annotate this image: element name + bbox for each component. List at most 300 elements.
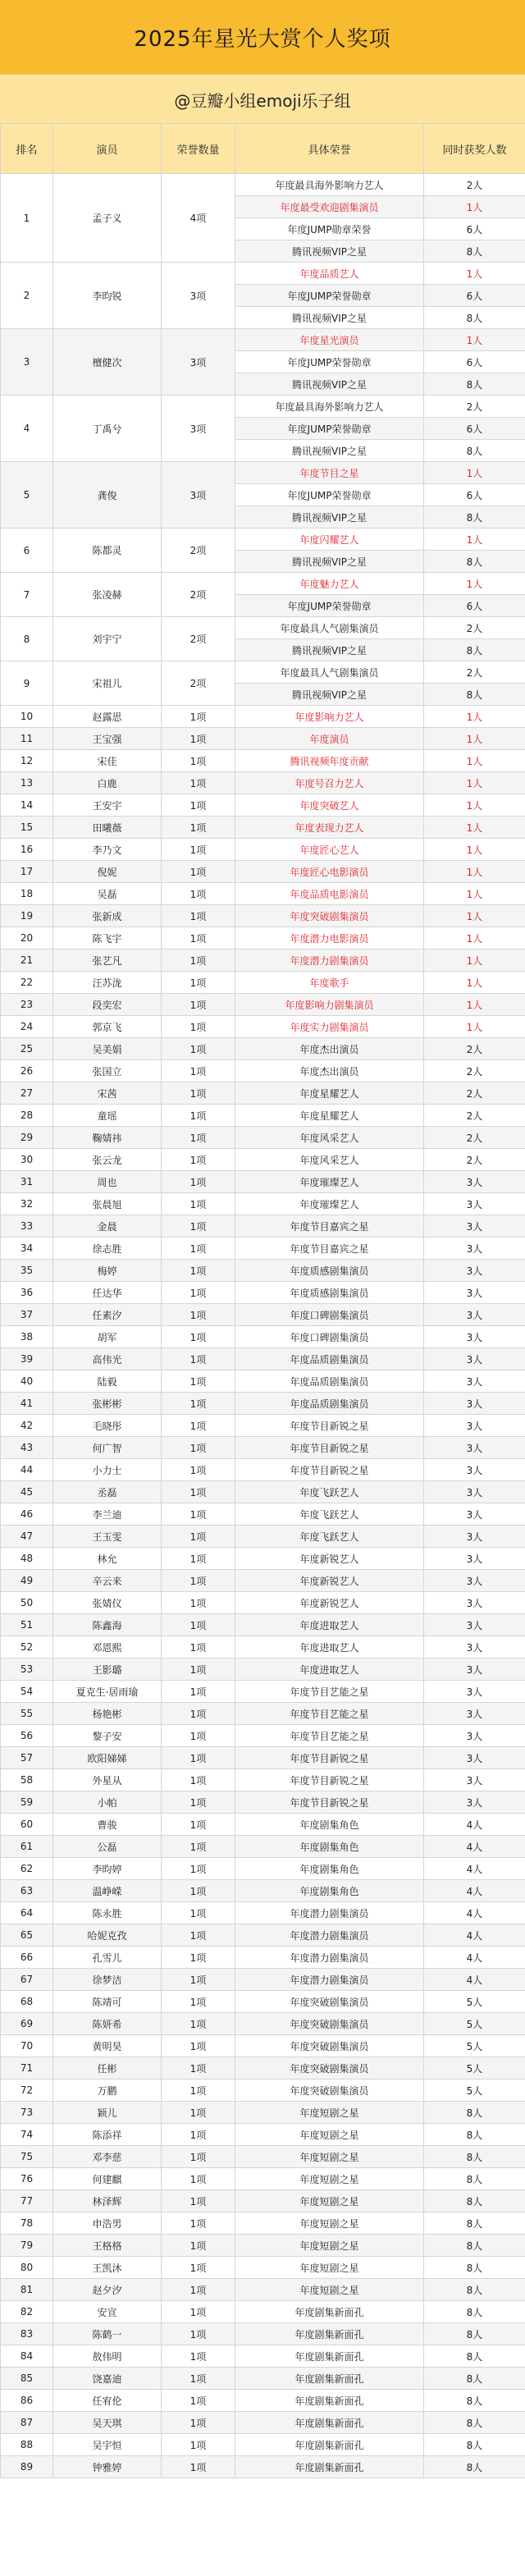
- actor-cell: 王安宇: [53, 794, 162, 817]
- col-header-rank: 排名: [1, 124, 53, 174]
- shared-count-cell: 5人: [424, 1991, 525, 2013]
- table-row: [1, 2301, 525, 2323]
- shared-count-cell: 4人: [424, 1902, 525, 1924]
- shared-count-cell: 8人: [424, 307, 525, 329]
- rank-cell: 17: [1, 861, 53, 883]
- award-cell: 年度潜力电影演员: [235, 927, 424, 949]
- table-row: [1, 706, 525, 728]
- award-count-cell: 1项: [162, 1348, 235, 1370]
- actor-cell: 王凯沐: [53, 2257, 162, 2279]
- rank-cell: 14: [1, 794, 53, 817]
- award-cell: 年度闪耀艺人: [235, 528, 424, 551]
- award-count-cell: 1项: [162, 1614, 235, 1636]
- actor-cell: 陈妍希: [53, 2013, 162, 2035]
- rank-cell: 24: [1, 1016, 53, 1038]
- actor-cell: 饶嘉迪: [53, 2368, 162, 2390]
- shared-count-cell: 8人: [424, 2412, 525, 2434]
- rank-cell: 7: [1, 573, 53, 617]
- shared-count-cell: 8人: [424, 2456, 525, 2478]
- rank-cell: 27: [1, 1082, 53, 1105]
- actor-cell: 小力士: [53, 1459, 162, 1481]
- actor-cell: 宋茜: [53, 1082, 162, 1105]
- table-row: [1, 263, 525, 285]
- award-count-cell: 1项: [162, 2301, 235, 2323]
- shared-count-cell: 8人: [424, 2190, 525, 2212]
- shared-count-cell: 1人: [424, 196, 525, 218]
- award-cell: 年度突破剧集演员: [235, 905, 424, 927]
- shared-count-cell: 1人: [424, 528, 525, 551]
- shared-count-cell: 5人: [424, 2013, 525, 2035]
- award-count-cell: 1项: [162, 2102, 235, 2124]
- rank-cell: 21: [1, 949, 53, 972]
- table-row: [1, 972, 525, 994]
- shared-count-cell: 8人: [424, 2434, 525, 2456]
- rank-cell: 4: [1, 396, 53, 462]
- award-cell: 年度进取艺人: [235, 1614, 424, 1636]
- award-cell: 年度潜力剧集演员: [235, 1924, 424, 1947]
- rank-cell: 83: [1, 2323, 53, 2345]
- actor-cell: 林允: [53, 1548, 162, 1570]
- table-row: [1, 1149, 525, 1171]
- award-count-cell: 1项: [162, 1636, 235, 1659]
- award-cell: 年度剧集新面孔: [235, 2368, 424, 2390]
- award-count-cell: 3项: [162, 263, 235, 329]
- award-cell: 年度口碑剧集演员: [235, 1326, 424, 1348]
- table-row: [1, 1348, 525, 1370]
- award-cell: 年度剧集新面孔: [235, 2456, 424, 2478]
- award-count-cell: 1项: [162, 1481, 235, 1503]
- shared-count-cell: 1人: [424, 861, 525, 883]
- shared-count-cell: 1人: [424, 994, 525, 1016]
- table-row: [1, 1215, 525, 1238]
- rank-cell: 45: [1, 1481, 53, 1503]
- award-cell: 年度表现力艺人: [235, 817, 424, 839]
- award-count-cell: 1项: [162, 1880, 235, 1902]
- table-row: [1, 528, 525, 551]
- award-cell: 腾讯视频VIP之星: [235, 506, 424, 528]
- table-row: [1, 2456, 525, 2478]
- actor-cell: 陆毅: [53, 1370, 162, 1393]
- table-row: [1, 1082, 525, 1105]
- award-cell: 年度突破剧集演员: [235, 2035, 424, 2057]
- award-cell: 年度剧集新面孔: [235, 2412, 424, 2434]
- award-cell: 年度短剧之星: [235, 2279, 424, 2301]
- actor-cell: 田曦薇: [53, 817, 162, 839]
- rank-cell: 77: [1, 2190, 53, 2212]
- actor-cell: 张晨旭: [53, 1193, 162, 1215]
- shared-count-cell: 2人: [424, 617, 525, 639]
- award-count-cell: 1项: [162, 839, 235, 861]
- shared-count-cell: 4人: [424, 1836, 525, 1858]
- award-cell: 年度实力剧集演员: [235, 1016, 424, 1038]
- actor-cell: 倪妮: [53, 861, 162, 883]
- award-cell: 年度飞跃艺人: [235, 1481, 424, 1503]
- table-row: [1, 2035, 525, 2057]
- table-row: [1, 2390, 525, 2412]
- actor-cell: 胡军: [53, 1326, 162, 1348]
- actor-cell: 陈永胜: [53, 1902, 162, 1924]
- actor-cell: 小帕: [53, 1791, 162, 1814]
- actor-cell: 陈鑫海: [53, 1614, 162, 1636]
- table-row: [1, 1570, 525, 1592]
- table-row: [1, 1415, 525, 1437]
- rank-cell: 47: [1, 1526, 53, 1548]
- award-cell: 年度潜力剧集演员: [235, 1969, 424, 1991]
- award-count-cell: 1项: [162, 1016, 235, 1038]
- award-cell: 年度品质电影演员: [235, 883, 424, 905]
- award-count-cell: 1项: [162, 728, 235, 750]
- award-cell: 腾讯视频VIP之星: [235, 440, 424, 462]
- table-row: [1, 2235, 525, 2257]
- award-cell: 年度短剧之星: [235, 2168, 424, 2190]
- table-row: [1, 1304, 525, 1326]
- table-row: [1, 1326, 525, 1348]
- award-count-cell: 1项: [162, 1592, 235, 1614]
- rank-cell: 32: [1, 1193, 53, 1215]
- header-row: [1, 124, 525, 174]
- award-cell: 年度剧集新面孔: [235, 2434, 424, 2456]
- table-row: [1, 905, 525, 927]
- table-row: [1, 2345, 525, 2368]
- award-count-cell: 1项: [162, 883, 235, 905]
- award-count-cell: 1项: [162, 1326, 235, 1348]
- rank-cell: 33: [1, 1215, 53, 1238]
- shared-count-cell: 8人: [424, 2102, 525, 2124]
- table-row: [1, 2057, 525, 2080]
- award-cell: 年度飞跃艺人: [235, 1526, 424, 1548]
- award-cell: 年度节目新锐之星: [235, 1459, 424, 1481]
- actor-cell: 周也: [53, 1171, 162, 1193]
- award-cell: 腾讯视频VIP之星: [235, 639, 424, 661]
- award-cell: 年度节目新锐之星: [235, 1769, 424, 1791]
- award-count-cell: 1项: [162, 1127, 235, 1149]
- award-count-cell: 1项: [162, 2412, 235, 2434]
- table-row: [1, 2080, 525, 2102]
- shared-count-cell: 3人: [424, 1681, 525, 1703]
- award-cell: 年度进取艺人: [235, 1636, 424, 1659]
- table-row: [1, 1659, 525, 1681]
- award-count-cell: 1项: [162, 2168, 235, 2190]
- table-row: [1, 817, 525, 839]
- rank-cell: 46: [1, 1503, 53, 1526]
- shared-count-cell: 1人: [424, 573, 525, 595]
- actor-cell: 夏克生·居雨瑜: [53, 1681, 162, 1703]
- actor-cell: 龚俊: [53, 462, 162, 528]
- rank-cell: 60: [1, 1814, 53, 1836]
- shared-count-cell: 3人: [424, 1503, 525, 1526]
- award-count-cell: 1项: [162, 1304, 235, 1326]
- table-row: [1, 1260, 525, 1282]
- award-cell: 年度突破剧集演员: [235, 2013, 424, 2035]
- award-count-cell: 1项: [162, 1370, 235, 1393]
- shared-count-cell: 3人: [424, 1370, 525, 1393]
- award-cell: 年度短剧之星: [235, 2235, 424, 2257]
- award-cell: 年度JUMP荣誉勋章: [235, 285, 424, 307]
- award-cell: 年度新锐艺人: [235, 1592, 424, 1614]
- table-row: [1, 1703, 525, 1725]
- actor-cell: 徐梦洁: [53, 1969, 162, 1991]
- rank-cell: 50: [1, 1592, 53, 1614]
- table-row: [1, 1038, 525, 1060]
- award-cell: 年度星耀艺人: [235, 1082, 424, 1105]
- actor-cell: 金晨: [53, 1215, 162, 1238]
- actor-cell: 吴磊: [53, 883, 162, 905]
- shared-count-cell: 3人: [424, 1725, 525, 1747]
- award-cell: 腾讯视频VIP之星: [235, 684, 424, 706]
- table-row: [1, 1016, 525, 1038]
- actor-cell: 丞磊: [53, 1481, 162, 1503]
- shared-count-cell: 1人: [424, 329, 525, 351]
- award-cell: 年度短剧之星: [235, 2124, 424, 2146]
- award-count-cell: 1项: [162, 1747, 235, 1769]
- shared-count-cell: 1人: [424, 728, 525, 750]
- award-cell: 年度剧集角色: [235, 1814, 424, 1836]
- rank-cell: 5: [1, 462, 53, 528]
- award-count-cell: 1项: [162, 972, 235, 994]
- shared-count-cell: 1人: [424, 905, 525, 927]
- shared-count-cell: 6人: [424, 484, 525, 506]
- award-count-cell: 1项: [162, 1282, 235, 1304]
- actor-cell: 张彬彬: [53, 1393, 162, 1415]
- award-cell: 年度号召力艺人: [235, 772, 424, 794]
- rank-cell: 9: [1, 661, 53, 706]
- rank-cell: 28: [1, 1105, 53, 1127]
- shared-count-cell: 3人: [424, 1304, 525, 1326]
- award-cell: 年度新锐艺人: [235, 1570, 424, 1592]
- rank-cell: 18: [1, 883, 53, 905]
- award-count-cell: 1项: [162, 1969, 235, 1991]
- award-cell: 年度突破剧集演员: [235, 1991, 424, 2013]
- award-count-cell: 1项: [162, 1503, 235, 1526]
- table-row: [1, 1437, 525, 1459]
- award-count-cell: 1项: [162, 706, 235, 728]
- table-row: [1, 174, 525, 196]
- award-cell: 年度杰出演员: [235, 1060, 424, 1082]
- table-body: [1, 174, 525, 2478]
- rank-cell: 10: [1, 706, 53, 728]
- shared-count-cell: 2人: [424, 1149, 525, 1171]
- actor-cell: 吴天琪: [53, 2412, 162, 2434]
- table-row: [1, 1171, 525, 1193]
- award-cell: 年度剧集新面孔: [235, 2390, 424, 2412]
- award-count-cell: 1项: [162, 905, 235, 927]
- award-count-cell: 1项: [162, 1769, 235, 1791]
- actor-cell: 钟雅婷: [53, 2456, 162, 2478]
- table-row: [1, 1526, 525, 1548]
- table-row: [1, 1193, 525, 1215]
- table-row: [1, 2013, 525, 2035]
- rank-cell: 56: [1, 1725, 53, 1747]
- award-count-cell: 1项: [162, 1260, 235, 1282]
- award-count-cell: 1项: [162, 1991, 235, 2013]
- table-row: [1, 1548, 525, 1570]
- table-row: [1, 396, 525, 418]
- table-row: [1, 1969, 525, 1991]
- award-cell: 年度剧集新面孔: [235, 2323, 424, 2345]
- award-count-cell: 1项: [162, 772, 235, 794]
- actor-cell: 宋佳: [53, 750, 162, 772]
- award-count-cell: 1项: [162, 2080, 235, 2102]
- table-row: [1, 2190, 525, 2212]
- rank-cell: 1: [1, 174, 53, 263]
- rank-cell: 25: [1, 1038, 53, 1060]
- award-count-cell: 1项: [162, 1659, 235, 1681]
- actor-cell: 李乃文: [53, 839, 162, 861]
- shared-count-cell: 3人: [424, 1592, 525, 1614]
- award-count-cell: 2项: [162, 573, 235, 617]
- actor-cell: 张婧仪: [53, 1592, 162, 1614]
- actor-cell: 邓李慈: [53, 2146, 162, 2168]
- award-count-cell: 1项: [162, 1548, 235, 1570]
- award-count-cell: 1项: [162, 1924, 235, 1947]
- award-cell: 年度节目新锐之星: [235, 1415, 424, 1437]
- award-cell: 年度歌手: [235, 972, 424, 994]
- actor-cell: 安宣: [53, 2301, 162, 2323]
- award-count-cell: 1项: [162, 2279, 235, 2301]
- award-count-cell: 3项: [162, 462, 235, 528]
- shared-count-cell: 2人: [424, 1127, 525, 1149]
- shared-count-cell: 8人: [424, 2235, 525, 2257]
- shared-count-cell: 8人: [424, 684, 525, 706]
- table-row: [1, 1725, 525, 1747]
- award-count-cell: 1项: [162, 1393, 235, 1415]
- table-row: [1, 1681, 525, 1703]
- shared-count-cell: 3人: [424, 1791, 525, 1814]
- actor-cell: 曹骏: [53, 1814, 162, 1836]
- shared-count-cell: 1人: [424, 949, 525, 972]
- table-row: [1, 1592, 525, 1614]
- rank-cell: 15: [1, 817, 53, 839]
- table-row: [1, 1769, 525, 1791]
- actor-cell: 申浩男: [53, 2212, 162, 2235]
- award-count-cell: 1项: [162, 861, 235, 883]
- table-row: [1, 839, 525, 861]
- rank-cell: 87: [1, 2412, 53, 2434]
- shared-count-cell: 1人: [424, 772, 525, 794]
- award-cell: 年度最具海外影响力艺人: [235, 396, 424, 418]
- shared-count-cell: 3人: [424, 1614, 525, 1636]
- table-row: [1, 1238, 525, 1260]
- shared-count-cell: 1人: [424, 706, 525, 728]
- award-cell: 腾讯视频VIP之星: [235, 373, 424, 396]
- rank-cell: 36: [1, 1282, 53, 1304]
- award-count-cell: 1项: [162, 1836, 235, 1858]
- award-count-cell: 1项: [162, 794, 235, 817]
- award-cell: 年度质感剧集演员: [235, 1260, 424, 1282]
- rank-cell: 3: [1, 329, 53, 396]
- rank-cell: 65: [1, 1924, 53, 1947]
- rank-cell: 66: [1, 1947, 53, 1969]
- award-cell: 年度JUMP荣誉勋章: [235, 418, 424, 440]
- award-count-cell: 1项: [162, 1570, 235, 1592]
- award-count-cell: 1项: [162, 2390, 235, 2412]
- award-count-cell: 1项: [162, 2345, 235, 2368]
- shared-count-cell: 2人: [424, 1038, 525, 1060]
- award-cell: 年度短剧之星: [235, 2257, 424, 2279]
- award-cell: 年度璀璨艺人: [235, 1193, 424, 1215]
- rank-cell: 75: [1, 2146, 53, 2168]
- shared-count-cell: 2人: [424, 174, 525, 196]
- shared-count-cell: 2人: [424, 1105, 525, 1127]
- shared-count-cell: 6人: [424, 351, 525, 373]
- actor-cell: 檀健次: [53, 329, 162, 396]
- award-count-cell: 1项: [162, 994, 235, 1016]
- rank-cell: 71: [1, 2057, 53, 2080]
- shared-count-cell: 4人: [424, 1947, 525, 1969]
- shared-count-cell: 8人: [424, 2390, 525, 2412]
- award-cell: 年度节目嘉宾之星: [235, 1238, 424, 1260]
- rank-cell: 23: [1, 994, 53, 1016]
- award-cell: 年度短剧之星: [235, 2190, 424, 2212]
- award-cell: 年度潜力剧集演员: [235, 1902, 424, 1924]
- shared-count-cell: 8人: [424, 2279, 525, 2301]
- table-row: [1, 994, 525, 1016]
- award-cell: 年度节目新锐之星: [235, 1437, 424, 1459]
- actor-cell: 杨艳彬: [53, 1703, 162, 1725]
- actor-cell: 高伟光: [53, 1348, 162, 1370]
- rank-cell: 55: [1, 1703, 53, 1725]
- table-row: [1, 949, 525, 972]
- shared-count-cell: 1人: [424, 1016, 525, 1038]
- rank-cell: 62: [1, 1858, 53, 1880]
- award-cell: 年度璀璨艺人: [235, 1171, 424, 1193]
- table-row: [1, 661, 525, 684]
- rank-cell: 69: [1, 2013, 53, 2035]
- rank-cell: 88: [1, 2434, 53, 2456]
- table-row: [1, 728, 525, 750]
- actor-cell: 王宝强: [53, 728, 162, 750]
- rank-cell: 37: [1, 1304, 53, 1326]
- award-count-cell: 1项: [162, 1459, 235, 1481]
- table-row: [1, 329, 525, 351]
- rank-cell: 26: [1, 1060, 53, 1082]
- shared-count-cell: 3人: [424, 1548, 525, 1570]
- shared-count-cell: 3人: [424, 1769, 525, 1791]
- award-count-cell: 2项: [162, 528, 235, 573]
- shared-count-cell: 3人: [424, 1348, 525, 1370]
- award-cell: 年度星光演员: [235, 329, 424, 351]
- actor-cell: 王影璐: [53, 1659, 162, 1681]
- award-cell: 年度节目嘉宾之星: [235, 1215, 424, 1238]
- table-row: [1, 1814, 525, 1836]
- actor-cell: 王格格: [53, 2235, 162, 2257]
- table-row: [1, 2102, 525, 2124]
- shared-count-cell: 1人: [424, 750, 525, 772]
- award-cell: 年度JUMP荣誉勋章: [235, 484, 424, 506]
- shared-count-cell: 8人: [424, 2301, 525, 2323]
- table-row: [1, 1282, 525, 1304]
- award-cell: 年度潜力剧集演员: [235, 1947, 424, 1969]
- shared-count-cell: 8人: [424, 2345, 525, 2368]
- shared-count-cell: 3人: [424, 1415, 525, 1437]
- rank-cell: 64: [1, 1902, 53, 1924]
- rank-cell: 51: [1, 1614, 53, 1636]
- rank-cell: 57: [1, 1747, 53, 1769]
- actor-cell: 黄明昊: [53, 2035, 162, 2057]
- award-cell: 年度JUMP勋章荣誉: [235, 218, 424, 240]
- award-count-cell: 1项: [162, 2434, 235, 2456]
- actor-cell: 陈都灵: [53, 528, 162, 573]
- award-cell: 年度质感剧集演员: [235, 1282, 424, 1304]
- shared-count-cell: 2人: [424, 1082, 525, 1105]
- award-count-cell: 1项: [162, 1858, 235, 1880]
- award-cell: 年度新锐艺人: [235, 1548, 424, 1570]
- rank-cell: 78: [1, 2212, 53, 2235]
- table-row: [1, 1481, 525, 1503]
- shared-count-cell: 3人: [424, 1459, 525, 1481]
- rank-cell: 54: [1, 1681, 53, 1703]
- award-cell: 年度风采艺人: [235, 1149, 424, 1171]
